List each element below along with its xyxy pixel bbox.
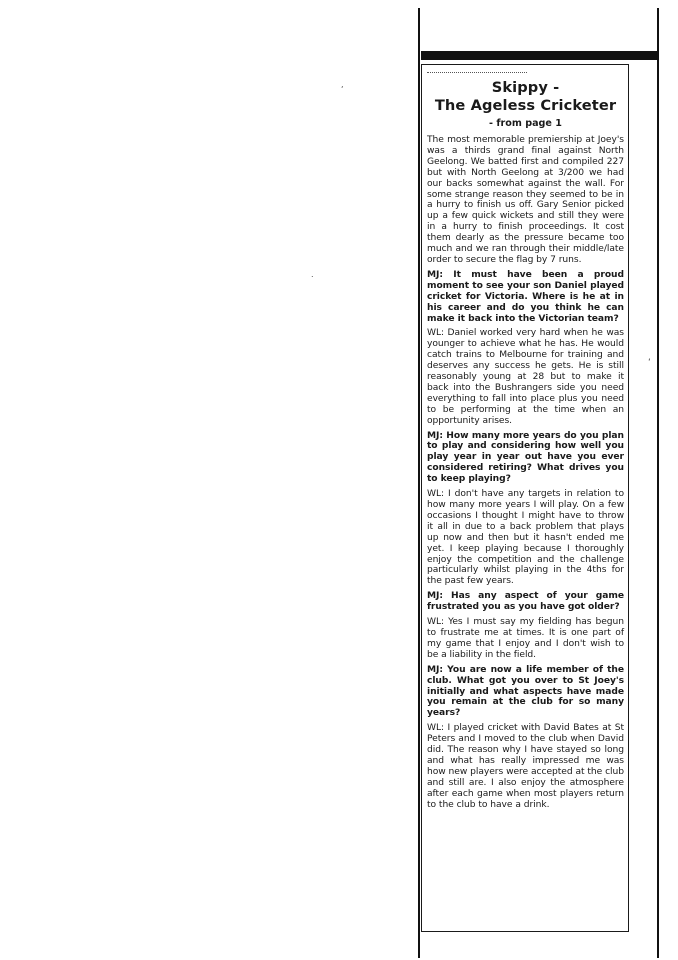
interview-answer: WL: Daniel worked very hard when he was younger to achieve what he has. He would catch trains to Melbourne for training and deserves any success he gets. He is still reasonably young at 28 but to make it back into the Bushrangers side you need everything to fall into place plus you need to be performing at the time when an opportunity arises.	[427, 328, 624, 426]
interview-question: MJ: It must have been a proud moment to see your son Daniel played cricket for Victoria. Where is he at in his career and do you think he can make it back into the Victorian team?	[427, 269, 624, 324]
article-body	[427, 135, 624, 810]
article-box	[421, 64, 629, 932]
interview-answer: WL: Yes I must say my fielding has begun to frustrate me at times. It is one part of my game that I enjoy and I don't wish to be a liability in the field.	[427, 617, 624, 660]
interview-answer: WL: I don't have any targets in relation to how many more years I will play. On a few occasions I thought I might have to throw it all in due to a back problem that plays up now and then but it hasn't ended me yet. I keep playing because I thoroughly enjoy the competition and the challenge particularly whilst playing in the 4ths for the past few years.	[427, 489, 624, 587]
dotted-rule	[427, 72, 527, 73]
title-line-2: The Ageless Cricketer	[434, 97, 617, 114]
header-bar	[421, 51, 658, 60]
interview-question: MJ: Has any aspect of your game frustrated you as you have got older?	[427, 591, 624, 613]
scan-mark: ,	[341, 80, 344, 89]
from-page-note: - from page 1	[489, 118, 562, 129]
title-line-1: Skippy -	[491, 79, 560, 96]
interview-question: MJ: How many more years do you plan to play and considering how well you play year in year out have you ever considered retiring? What drives you to keep playing?	[427, 430, 624, 485]
column-rule-left	[418, 8, 420, 958]
interview-question: MJ: You are now a life member of the club. What got you over to St Joey's initially and what aspects have made you remain at the club for so many years?	[427, 664, 624, 719]
interview-answer: The most memorable premiership at Joey's was a thirds grand final against North Geelong. We batted first and compiled 227 but with North Geelong at 3/200 we had our backs somewhat against the wall. For some strange reason they seemed to be in a hurry to finish us off. Gary Senior picked up a few quick wickets and still they were in a hurry to finish proceedings. It cost them dearly as the pressure became too much and we ran through their middle/late order to secure the flag by 7 runs.	[427, 135, 624, 265]
scan-mark: .	[311, 270, 314, 279]
article-title	[427, 79, 624, 115]
column-rule-right	[657, 8, 659, 958]
scan-mark: ʻ	[648, 358, 651, 368]
interview-answer: WL: I played cricket with David Bates at St Peters and I moved to the club when David did. The reason why I have stayed so long and what has really impressed me was how new players were accepted at the club and still are. I also enjoy the atmosphere after each game when most players return to the club to have a drink.	[427, 723, 624, 810]
